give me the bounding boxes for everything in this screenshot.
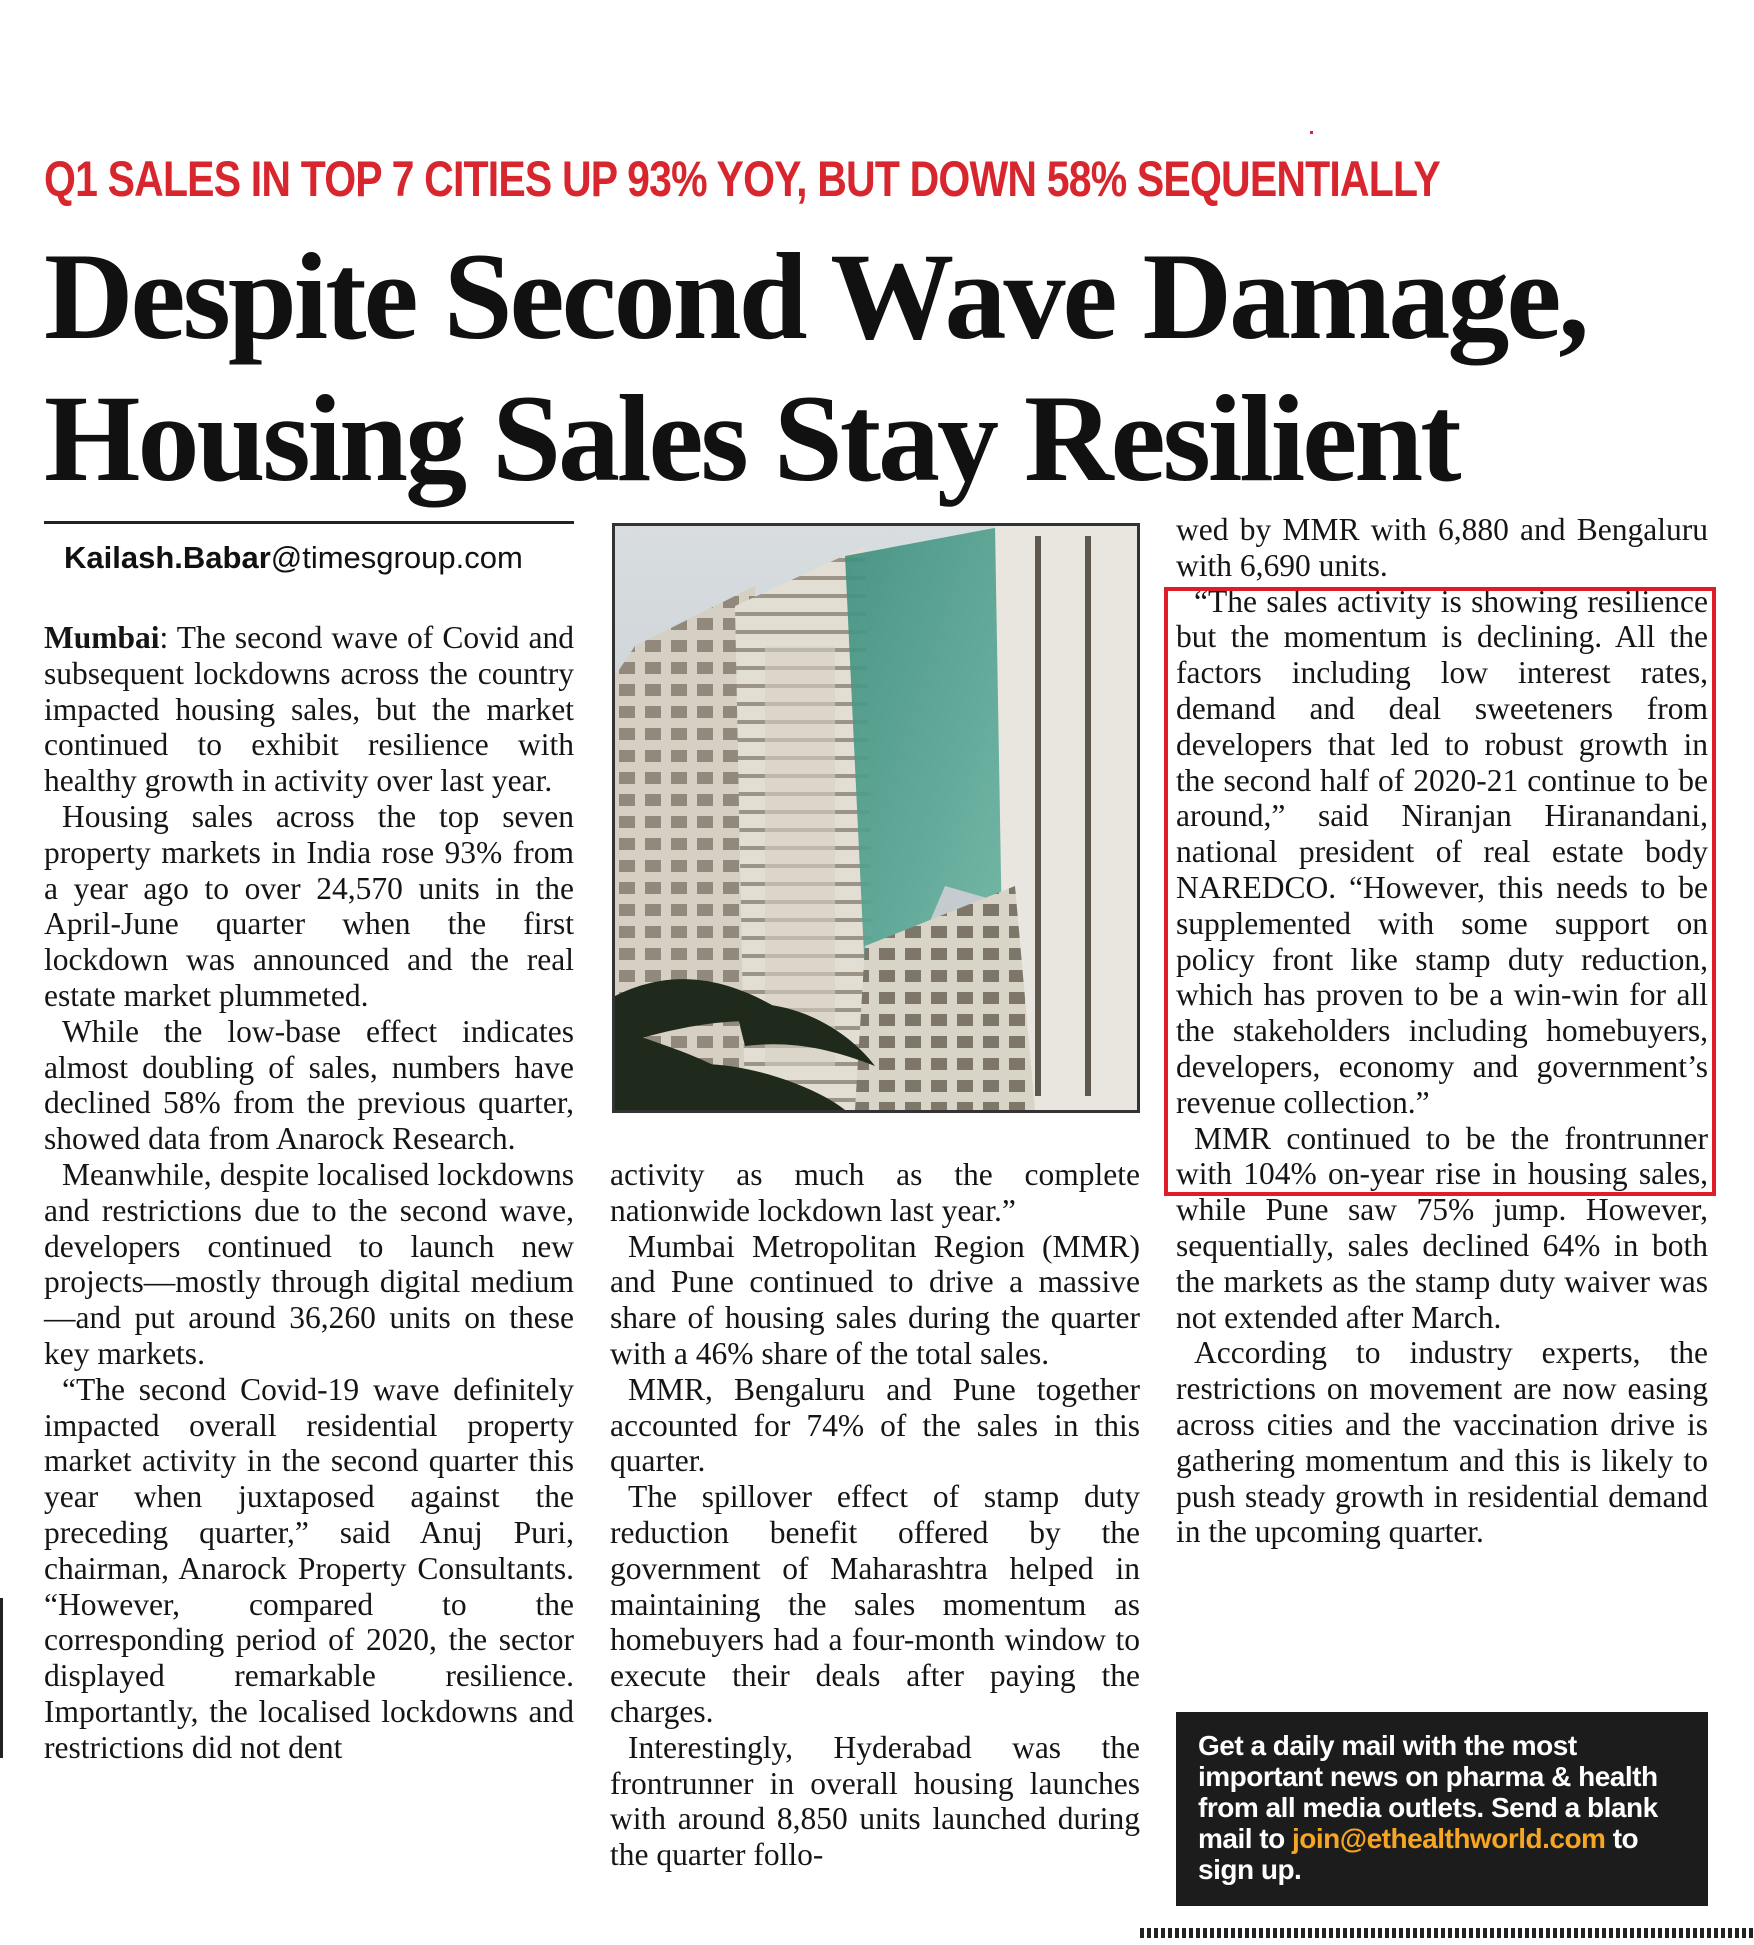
paragraph: The spillover effect of stamp duty reduction benefit offered by the government of Maharashtra helped in maintaining the sales momentum as homebuyers had a four-month window to execute their deals after paying the charges.	[610, 1479, 1140, 1729]
byline-rule	[44, 521, 574, 524]
paragraph: Interestingly, Hyderabad was the frontrunner in overall housing launches with around 8,850 units launched during the quarter follo-	[610, 1729, 1140, 1873]
margin-mark	[0, 1598, 3, 1758]
bottom-edge-strip	[1140, 1928, 1754, 1938]
newsletter-promo	[1176, 1712, 1708, 1906]
paragraph: “The second Covid-19 wave definitely impacted overall residential property market activity in the second quarter this year when juxtaposed against the preceding quarter,” said Anuj Puri, chairman, Anarock Property Consultants. “However, compared to the corresponding period of 2020, the sector displayed remarkable resilience. Importantly, the localised lockdowns and restrictions did not dent	[44, 1371, 574, 1765]
paragraph: Mumbai: The second wave of Covid and subsequent lockdowns across the country impacted housing sales, but the market continued to exhibit resilience with healthy growth in activity over last year.	[44, 620, 574, 799]
paragraph: While the low-base effect indicates almost doubling of sales, numbers have declined 58% from the previous quarter, showed data from Anarock Research.	[44, 1013, 574, 1157]
stray-red-dot	[1310, 131, 1313, 134]
dateline: Mumbai	[44, 620, 160, 655]
byline-domain: @timesgroup.com	[270, 540, 523, 575]
article-column-1	[44, 620, 574, 1766]
construction-building-photo	[612, 523, 1140, 1113]
paragraph: wed by MMR with 6,880 and Bengaluru with 6,690 units.	[1176, 512, 1708, 583]
paragraph: Meanwhile, despite localised lockdowns and restrictions due to the second wave, developers continued to launch new projects—mostly through digital medium—and put around 36,260 units on these key markets.	[44, 1156, 574, 1371]
article-column-2	[610, 1157, 1140, 1873]
promo-email-link[interactable]: join@ethealthworld.com	[1292, 1823, 1606, 1854]
quote-paragraph: “The sales activity is showing resilience but the momentum is declining. All the factors including low interest rates, demand and deal sweeteners from developers that led to robust growth in the second half of 2020-21 continue to be around,” said Niranjan Hiranandani, national president of real estate body NAREDCO. “However, this needs to be supplemented with some support on policy front like stamp duty reduction, which has proven to be a win-win for all the stakeholders including homebuyers, developers, economy and government’s revenue collection.”	[1176, 583, 1708, 1120]
paragraph: MMR, Bengaluru and Pune together accounted for 74% of the sales in this quarter.	[610, 1371, 1140, 1479]
paragraph: MMR continued to be the frontrunner with 104% on-year rise in housing sales, while Pune saw 75% jump. However, sequentially, sales declined 64% in both the markets as the stamp duty waiver was not extended after March.	[1176, 1120, 1708, 1335]
headline-line-2: Housing Sales Stay Resilient	[44, 370, 1459, 507]
building-illustration	[615, 526, 1137, 1110]
byline-name: Kailash.Babar	[64, 540, 271, 575]
kicker-headline: Q1 SALES IN TOP 7 CITIES UP 93% YOY, BUT DOWN 58% SEQUENTIALLY	[44, 151, 1440, 207]
highlight-box	[1164, 587, 1716, 1196]
paragraph: Mumbai Metropolitan Region (MMR) and Pune continued to drive a massive share of housing sales during the quarter with a 46% share of the total sales.	[610, 1228, 1140, 1371]
promo-text-2: to sign up.	[1198, 1823, 1639, 1885]
byline	[64, 540, 523, 576]
main-headline	[44, 226, 1704, 510]
promo-text-1: Get a daily mail with the most important news on pharma & health from all media outlets. Send a blank mail to	[1198, 1730, 1658, 1854]
paragraph: activity as much as the complete nationwide lockdown last year.”	[610, 1157, 1140, 1228]
paragraph: Housing sales across the top seven property markets in India rose 93% from a year ago to over 24,570 units in the April-June quarter when the first lockdown was announced and the real estate market plummeted.	[44, 798, 574, 1013]
paragraph: According to industry experts, the restrictions on movement are now easing across cities and the vaccination drive is gathering momentum and this is likely to push steady growth in residential demand in the upcoming quarter.	[1176, 1335, 1708, 1550]
headline-line-1: Despite Second Wave Damage,	[44, 228, 1587, 365]
